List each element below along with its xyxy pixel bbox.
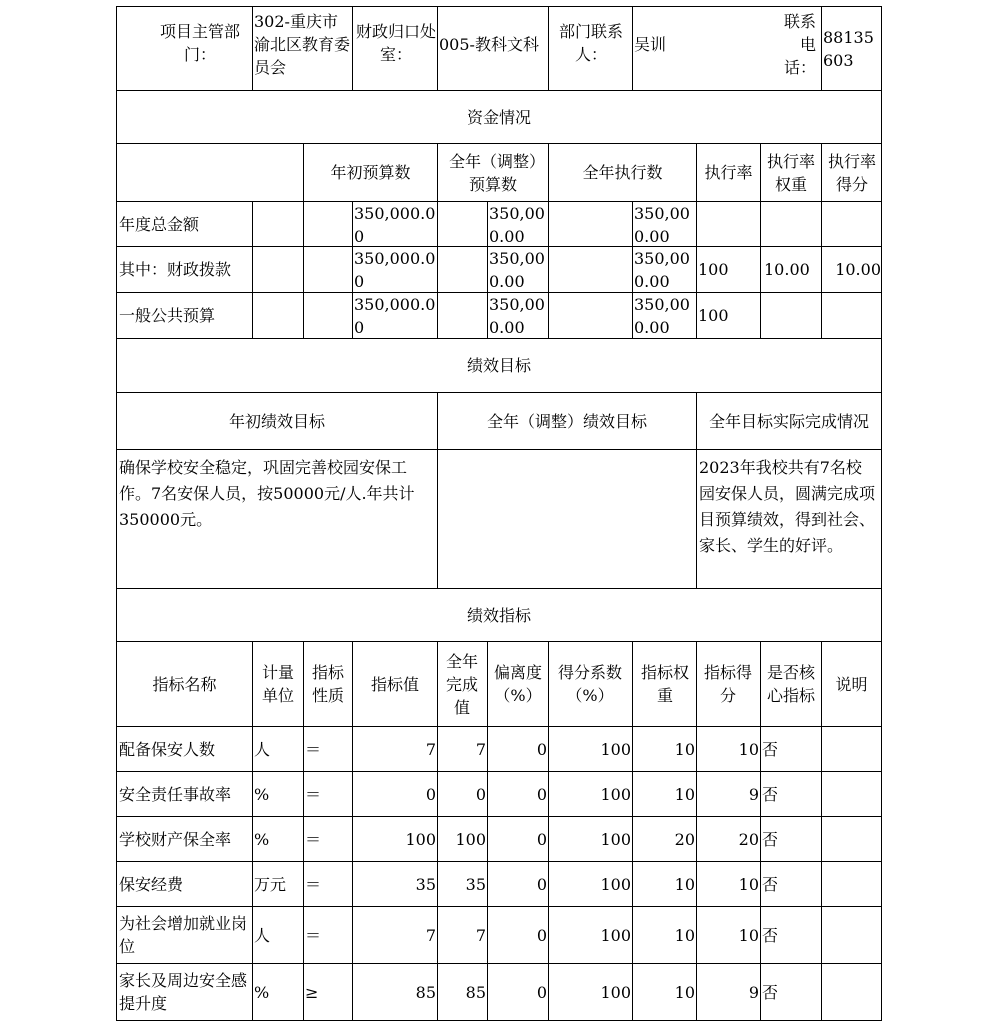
funds-row-executed: 350,000.00: [634, 249, 690, 291]
funds-row-rate: [698, 202, 759, 246]
grid-line: [632, 6, 633, 90]
grid-line: [632, 201, 633, 338]
funds-row-score: 10.00: [835, 260, 881, 279]
indicator-core: 否: [762, 739, 779, 759]
phone-label: 联系电话：: [783, 12, 816, 77]
indicator-weight: 10: [674, 784, 695, 804]
indicator-header-target: 指标值: [370, 674, 419, 694]
indicator-weight: 10: [674, 925, 695, 945]
indicator-name: 家长及周边安全感提升度: [119, 971, 248, 1013]
grid-line: [437, 6, 438, 90]
indicator-actual: 7: [475, 925, 486, 945]
funds-row-initial: 350,000.00: [354, 204, 436, 246]
indicator-core: 否: [762, 982, 779, 1002]
indicator-score: 9: [748, 982, 759, 1002]
funds-row-executed: 350,000.00: [634, 204, 690, 246]
goals-col-initial: 年初绩效目标: [228, 411, 325, 431]
indicator-note: [823, 964, 881, 1020]
grid-line: [116, 6, 117, 1021]
indicator-coef: 100: [600, 874, 631, 894]
funds-col-adjusted: 全年（调整）预算数: [448, 151, 537, 194]
funds-row-adjusted: 350,000.00: [489, 249, 545, 291]
indicator-header-coef: 得分系数（%）: [557, 663, 622, 705]
grid-line: [821, 6, 822, 90]
indicator-actual: 35: [465, 874, 486, 894]
grid-line: [116, 449, 882, 450]
indicator-target: 85: [415, 982, 436, 1002]
goals-col-adjusted: 全年（调整）绩效目标: [486, 411, 647, 431]
funds-row-weight: [764, 202, 820, 246]
phone-value: 88135603: [823, 28, 874, 70]
indicator-name: 保安经费: [119, 874, 184, 894]
indicator-weight: 20: [674, 829, 695, 849]
grid-line: [116, 1020, 882, 1021]
grid-line: [352, 201, 353, 338]
indicator-deviation: 0: [536, 784, 547, 804]
funds-row-name: 其中：财政拨款: [119, 260, 232, 279]
funds-row-weight: 10.00: [764, 260, 810, 279]
indicator-actual: 100: [455, 829, 486, 849]
indicator-weight: 10: [674, 874, 695, 894]
indicator-coef: 100: [600, 739, 631, 759]
goals-actual-text: 2023年我校共有7名校园安保人员，圆满完成项目预算绩效，得到社会、家长、学生的好评。: [699, 458, 876, 555]
goals-section-title: 绩效目标: [466, 356, 531, 375]
funds-col-executed: 全年执行数: [582, 163, 663, 182]
indicator-coef: 100: [600, 982, 631, 1002]
indicator-target: 0: [425, 784, 436, 804]
funds-row-score: [822, 293, 881, 338]
grid-line: [252, 201, 253, 338]
indicator-unit: %: [254, 784, 270, 804]
indicator-header-deviation: 偏离度（%）: [493, 663, 542, 705]
indicator-note: [823, 862, 881, 906]
indicator-name: 配备保安人数: [119, 739, 216, 759]
grid-line: [760, 641, 761, 1020]
funds-section-title: 资金情况: [466, 107, 531, 127]
indicator-coef: 100: [600, 829, 631, 849]
indicator-actual: 0: [475, 784, 486, 804]
indicator-score: 10: [738, 925, 759, 945]
funds-row-adjusted: 350,000.00: [489, 295, 545, 337]
indicator-nature: ＝: [305, 874, 322, 894]
contact-value: 吴训: [634, 35, 667, 54]
funds-row-adjusted: 350,000.00: [489, 204, 545, 246]
grid-line: [303, 641, 304, 1020]
indicators-section-title: 绩效指标: [466, 605, 531, 625]
indicator-actual: 85: [465, 982, 486, 1002]
indicator-score: 20: [738, 829, 759, 849]
funds-col-weight: 执行率权重: [766, 151, 815, 194]
funds-row-name: 一般公共预算: [119, 306, 216, 325]
funds-row-name: 年度总金额: [119, 214, 200, 234]
indicator-header-note: 说明: [835, 674, 868, 694]
grid-line: [881, 6, 882, 1021]
dept-label: 项目主管部门：: [159, 22, 240, 64]
indicator-note: [823, 907, 881, 963]
funds-col-initial: 年初预算数: [330, 163, 411, 182]
indicator-nature: ＝: [305, 739, 322, 759]
indicator-name: 学校财产保全率: [119, 829, 232, 849]
indicator-weight: 10: [674, 739, 695, 759]
indicator-name: 安全责任事故率: [119, 784, 232, 804]
grid-line: [437, 201, 438, 338]
indicator-header-name: 指标名称: [152, 674, 217, 694]
indicator-deviation: 0: [536, 982, 547, 1002]
finance-label: 财政归口处室：: [356, 22, 437, 64]
indicator-note: [823, 817, 881, 861]
indicator-nature: ≥: [305, 982, 319, 1002]
grid-line: [760, 143, 761, 338]
funds-col-score: 执行率得分: [827, 151, 876, 194]
grid-line: [116, 6, 882, 7]
indicator-target: 100: [405, 829, 436, 849]
indicator-deviation: 0: [536, 925, 547, 945]
indicator-deviation: 0: [536, 829, 547, 849]
indicator-note: [823, 772, 881, 816]
indicator-coef: 100: [600, 925, 631, 945]
indicator-nature: ＝: [305, 829, 322, 849]
funds-row-score: [822, 202, 881, 246]
indicator-unit: 万元: [254, 874, 287, 894]
grid-line: [303, 201, 304, 338]
indicator-weight: 10: [674, 982, 695, 1002]
indicator-unit: 人: [254, 925, 271, 945]
indicator-score: 10: [738, 739, 759, 759]
indicator-target: 7: [425, 925, 436, 945]
indicator-target: 35: [415, 874, 436, 894]
indicator-header-unit: 计量单位: [261, 663, 294, 705]
indicator-core: 否: [762, 829, 779, 849]
grid-line: [696, 392, 697, 588]
indicator-core: 否: [762, 925, 779, 945]
grid-line: [487, 201, 488, 338]
indicator-unit: %: [254, 982, 270, 1002]
goals-col-actual: 全年目标实际完成情况: [708, 411, 869, 431]
indicator-core: 否: [762, 784, 779, 804]
grid-line: [437, 143, 438, 201]
funds-row-weight: [764, 293, 820, 338]
funds-row-initial: 350,000.00: [354, 295, 436, 337]
indicator-actual: 7: [475, 739, 486, 759]
indicator-header-score: 指标得分: [703, 663, 752, 705]
indicator-core: 否: [762, 874, 779, 894]
indicator-unit: %: [254, 829, 270, 849]
funds-col-rate: 执行率: [704, 163, 753, 182]
indicator-header-weight: 指标权重: [640, 663, 689, 705]
grid-line: [252, 6, 253, 90]
indicator-name: 为社会增加就业岗位: [119, 914, 248, 956]
contact-label: 部门联系人：: [558, 22, 623, 64]
funds-row-initial: 350,000.00: [354, 249, 436, 291]
grid-line: [352, 6, 353, 90]
indicator-header-actual: 全年完成值: [445, 651, 478, 717]
indicator-deviation: 0: [536, 739, 547, 759]
indicator-header-nature: 指标性质: [311, 663, 344, 705]
indicator-score: 10: [738, 874, 759, 894]
indicator-score: 9: [748, 784, 759, 804]
grid-line: [252, 641, 253, 1020]
grid-line: [548, 6, 549, 90]
grid-line: [548, 201, 549, 338]
indicator-nature: ＝: [305, 784, 322, 804]
indicator-nature: ＝: [305, 925, 322, 945]
indicator-deviation: 0: [536, 874, 547, 894]
indicator-coef: 100: [600, 784, 631, 804]
indicator-unit: 人: [254, 739, 271, 759]
funds-row-executed: 350,000.00: [634, 295, 690, 337]
funds-row-rate: 100: [698, 260, 729, 279]
indicator-target: 7: [425, 739, 436, 759]
funds-row-rate: 100: [698, 306, 729, 325]
finance-value: 005-教科文科: [439, 35, 539, 54]
dept-value: 302-重庆市渝北区教育委员会: [254, 12, 351, 77]
goals-initial-text: 确保学校安全稳定，巩固完善校园安保工作。7名安保人员，按50000元/人.年共计350000元。: [119, 458, 415, 529]
indicator-note: [823, 727, 881, 771]
indicator-header-core: 是否核心指标: [766, 663, 815, 705]
